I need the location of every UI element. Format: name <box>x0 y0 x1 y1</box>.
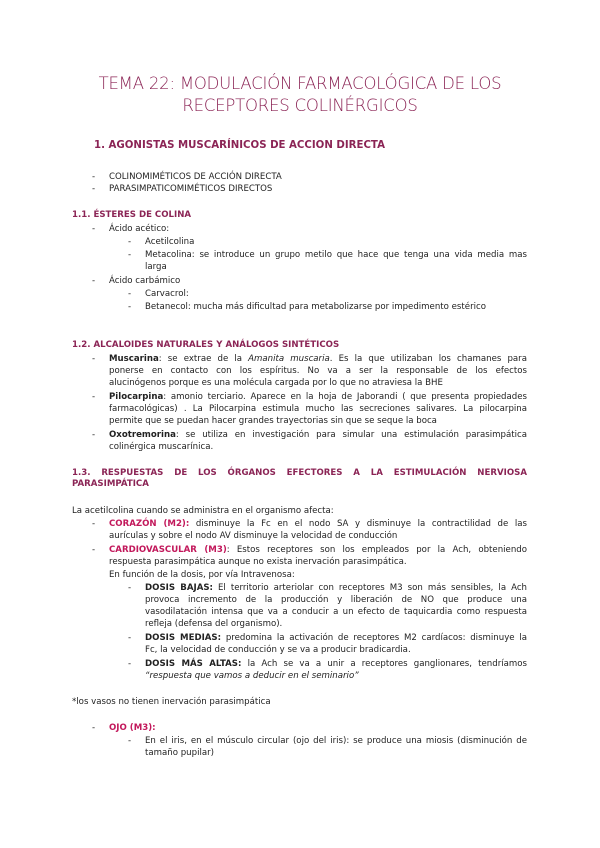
list-dash: - <box>92 184 96 194</box>
list-item: Metacolina: se introduce un grupo metilo que hace que tenga una vida media mas <box>145 250 527 260</box>
list-item: Pilocarpina: amonio terciario. Aparece en la hoja de Jaborandi ( que presenta propiedades <box>109 392 527 402</box>
list-dash: - <box>92 354 96 364</box>
list-item-continuation: respuesta parasimpática aunque no exista inervación parasimpática. <box>109 557 407 567</box>
list-item-continuation: larga <box>145 262 167 272</box>
list-dash: - <box>92 172 96 182</box>
list-item-continuation: permite que se puedan hacer grandes trayectorias sin que se seque la boca <box>109 416 437 426</box>
list-item: DOSIS MEDIAS: predomina la activación de receptores M2 cardíacos: disminuye la <box>145 633 527 643</box>
list-item-continuation: ponerse en contacto con los espíritus. No va a ser la responsable de los efectos <box>109 366 527 376</box>
list-item: OJO (M3): <box>109 723 156 733</box>
list-item-continuation: En función de la dosis, por vía Intravenosa: <box>109 570 295 580</box>
section-1-3-heading-cont: PARASIMPÁTICA <box>72 479 149 489</box>
list-item: CARDIOVASCULAR (M3): Estos receptores son los empleados por la Ach, obteniendo <box>109 545 527 555</box>
list-dash: - <box>92 392 96 402</box>
list-item: Acetilcolina <box>145 237 195 247</box>
list-dash: - <box>92 545 96 555</box>
list-item: Ácido carbámico <box>109 276 181 286</box>
list-item: Betanecol: mucha más dificultad para metabolizarse por impedimento estérico <box>145 302 486 312</box>
paragraph: La acetilcolina cuando se administra en el organismo afecta: <box>72 506 334 516</box>
list-dash: - <box>128 633 132 643</box>
list-dash: - <box>92 276 96 286</box>
list-item-continuation: Fc, la velocidad de conducción y se va a producir bradicardia. <box>145 645 411 655</box>
page-title-line-2: RECEPTORES COLINÉRGICOS <box>182 96 418 115</box>
page-title-line-1: TEMA 22: MODULACIÓN FARMACOLÓGICA DE LOS <box>98 74 502 93</box>
list-dash: - <box>128 289 132 299</box>
list-item: En el iris, en el músculo circular (ojo del iris): se produce una miosis (disminución de <box>145 736 527 746</box>
section-1-3-heading: 1.3. RESPUESTAS DE LOS ÓRGANOS EFECTORES A LA ESTIMULACIÓN NERVIOSA <box>72 468 527 478</box>
section-1-1-heading: 1.1. ÉSTERES DE COLINA <box>72 210 192 220</box>
list-item: DOSIS MÁS ALTAS: la Ach se va a unir a receptores ganglionares, tendríamos <box>145 659 527 669</box>
list-dash: - <box>128 250 132 260</box>
list-item: Muscarina: se extrae de la Amanita muscaria. Es la que utilizaban los chamanes para <box>109 354 527 364</box>
list-dash: - <box>92 519 96 529</box>
list-item-continuation: tamaño pupilar) <box>145 748 214 758</box>
list-item-continuation: aurículas y sobre el nodo AV disminuye la velocidad de conducción <box>109 531 398 541</box>
list-dash: - <box>128 659 132 669</box>
list-item-continuation: “respuesta que vamos a deducir en el seminario” <box>145 671 359 681</box>
list-item-continuation: colinérgica muscarínica. <box>109 442 214 452</box>
list-item-continuation: alucinógenos porque es una molécula cargada por lo que no atraviesa la BHE <box>109 378 443 388</box>
list-item-continuation: farmacológicas) . La Pilocarpina estimula mucho las secreciones salivares. La pilocarpina <box>109 404 527 414</box>
footnote: *los vasos no tienen inervación parasimpática <box>72 697 271 707</box>
list-item-continuation: provoca incremento de la producción y liberación de NO que produce una <box>145 595 527 605</box>
list-item: DOSIS BAJAS: El territorio arteriolar con receptores M3 son más sensibles, la Ach <box>145 583 527 593</box>
list-dash: - <box>92 224 96 234</box>
list-item: COLINOMIMÉTICOS DE ACCIÓN DIRECTA <box>109 172 282 182</box>
list-item-continuation: vasodilatación intensa que va a conducir a un efecto de taquicardia como respuesta <box>145 607 527 617</box>
list-dash: - <box>92 723 96 733</box>
list-item: PARASIMPATICOMIMÉTICOS DIRECTOS <box>109 184 273 194</box>
list-item: CORAZÓN (M2): disminuye la Fc en el nodo SA y disminuye la contractilidad de las <box>109 519 527 529</box>
list-item-continuation: refleja (defensa del organismo). <box>145 619 283 629</box>
list-dash: - <box>128 736 132 746</box>
list-dash: - <box>128 237 132 247</box>
list-dash: - <box>128 583 132 593</box>
list-dash: - <box>128 302 132 312</box>
list-dash: - <box>92 430 96 440</box>
list-item: Oxotremorina: se utiliza en investigación para simular una estimulación parasimpática <box>109 430 527 440</box>
list-item: Carvacrol: <box>145 289 189 299</box>
list-item: Ácido acético: <box>109 224 170 234</box>
section-1-2-heading: 1.2. ALCALOIDES NATURALES Y ANÁLOGOS SINTÉTICOS <box>72 340 340 350</box>
section-1-heading: 1. AGONISTAS MUSCARÍNICOS DE ACCION DIRECTA <box>94 140 385 151</box>
